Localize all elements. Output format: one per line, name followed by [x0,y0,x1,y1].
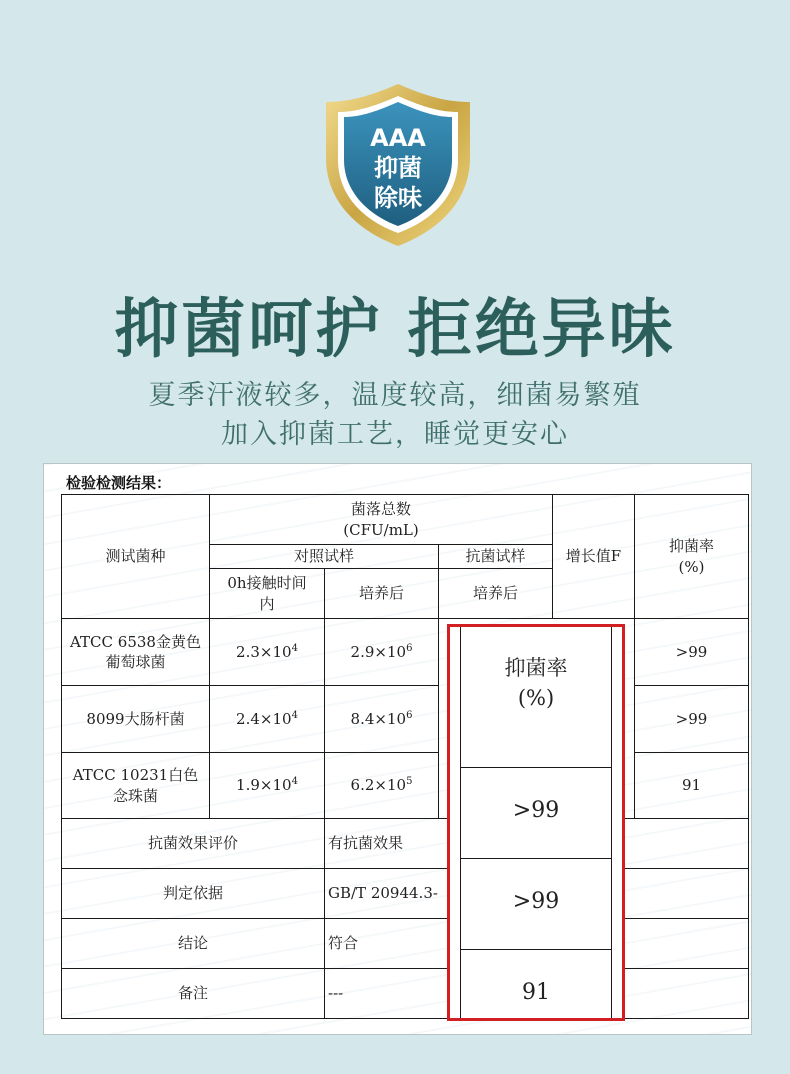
table-row [62,819,749,869]
callout-header-unit: (%) [517,686,555,711]
header-after-culture-2: 培养后 [439,569,553,619]
badge-line3: 除味 [374,184,422,212]
badge-line2: 抑菌 [374,154,422,182]
row2-count-cultured-base: 8.4×10 [350,709,407,728]
header-colony-title: 菌落总数 [350,500,411,519]
header-contact-0h [210,569,325,619]
row2-count-0h-base: 2.4×10 [236,709,292,728]
row2-count-cultured [325,686,439,753]
table-row [62,869,749,919]
callout-header-title: 抑菌率 [504,656,568,680]
shield-icon [320,80,476,250]
row3-strain-b: 念珠菌 [112,786,158,805]
results-table [61,494,749,1019]
footer-basis-value: GB/T 20944.3- [325,869,749,919]
row1-strain [62,619,210,686]
header-growth: 增长值F [553,495,635,619]
row2-strain [62,686,210,753]
header-contact-0h-a: 0h接触时间 [227,574,307,593]
row3-count-0h-exp: 4 [291,776,298,788]
highlight-callout [447,624,625,1021]
row2-strain-a: 8099大肠杆菌 [86,709,185,728]
header-control: 对照试样 [210,545,439,569]
row3-rate: 91 [635,753,749,819]
row3-strain-a: ATCC 10231白色 [72,766,199,785]
header-strain: 测试菌种 [62,495,210,619]
row2-rate: >99 [635,686,749,753]
row2-count-0h-exp: 4 [291,709,298,721]
row3-count-cultured-base: 6.2×10 [350,776,407,795]
header-rate-title: 抑菌率 [668,537,714,556]
row3-count-0h-base: 1.9×10 [236,776,292,795]
header-colony-unit: (CFU/mL) [343,520,419,539]
row1-rate: >99 [635,619,749,686]
callout-header [460,627,612,768]
subtitle-line-1: 夏季汗液较多，温度较高，细菌易繁殖 [148,380,642,411]
subtitle-line-2: 加入抑菌工艺，睡觉更安心 [221,419,569,450]
table-row [62,619,749,686]
header-antibacterial: 抗菌试样 [439,545,553,569]
footer-conclusion-value: 符合 [325,919,749,969]
row1-count-0h [210,619,325,686]
row1-strain-b: 葡萄球菌 [105,653,166,671]
table-row [62,969,749,1019]
header-rate [635,495,749,619]
row1-count-cultured-base: 2.9×10 [350,642,407,661]
row3-count-0h [210,753,325,819]
footer-remark-label: 备注 [62,969,325,1019]
report-title: 检验检测结果： [66,474,172,492]
row1-strain-a: ATCC 6538金黄色 [70,632,201,651]
row2-count-0h [210,686,325,753]
row1-count-cultured [325,619,439,686]
badge-line1: AAA [370,124,426,152]
headline: 抑菌呵护 拒绝异味 [114,293,676,367]
row3-count-cultured [325,753,439,819]
callout-value-1: >99 [460,768,612,859]
table-row [62,753,749,819]
footer-evaluation-label: 抗菌效果评价 [62,819,325,869]
row3-strain [62,753,210,819]
row2-count-cultured-exp: 6 [406,709,413,721]
footer-evaluation-value: 有抗菌效果 [325,819,749,869]
header-colony [210,495,553,545]
footer-remark-value: --- [325,969,749,1019]
header-after-culture: 培养后 [325,569,439,619]
footer-basis-label: 判定依据 [62,869,325,919]
callout-value-3: 91 [460,950,612,1018]
table-row [62,686,749,753]
table-row [62,919,749,969]
row1-count-0h-exp: 4 [291,642,298,654]
row1-count-cultured-exp: 6 [406,642,413,654]
footer-conclusion-label: 结论 [62,919,325,969]
header-rate-unit: (%) [678,557,705,576]
row1-count-0h-base: 2.3×10 [236,642,292,661]
callout-value-2: >99 [460,859,612,950]
header-contact-0h-b: 内 [259,594,275,613]
row3-count-cultured-exp: 5 [406,776,413,788]
